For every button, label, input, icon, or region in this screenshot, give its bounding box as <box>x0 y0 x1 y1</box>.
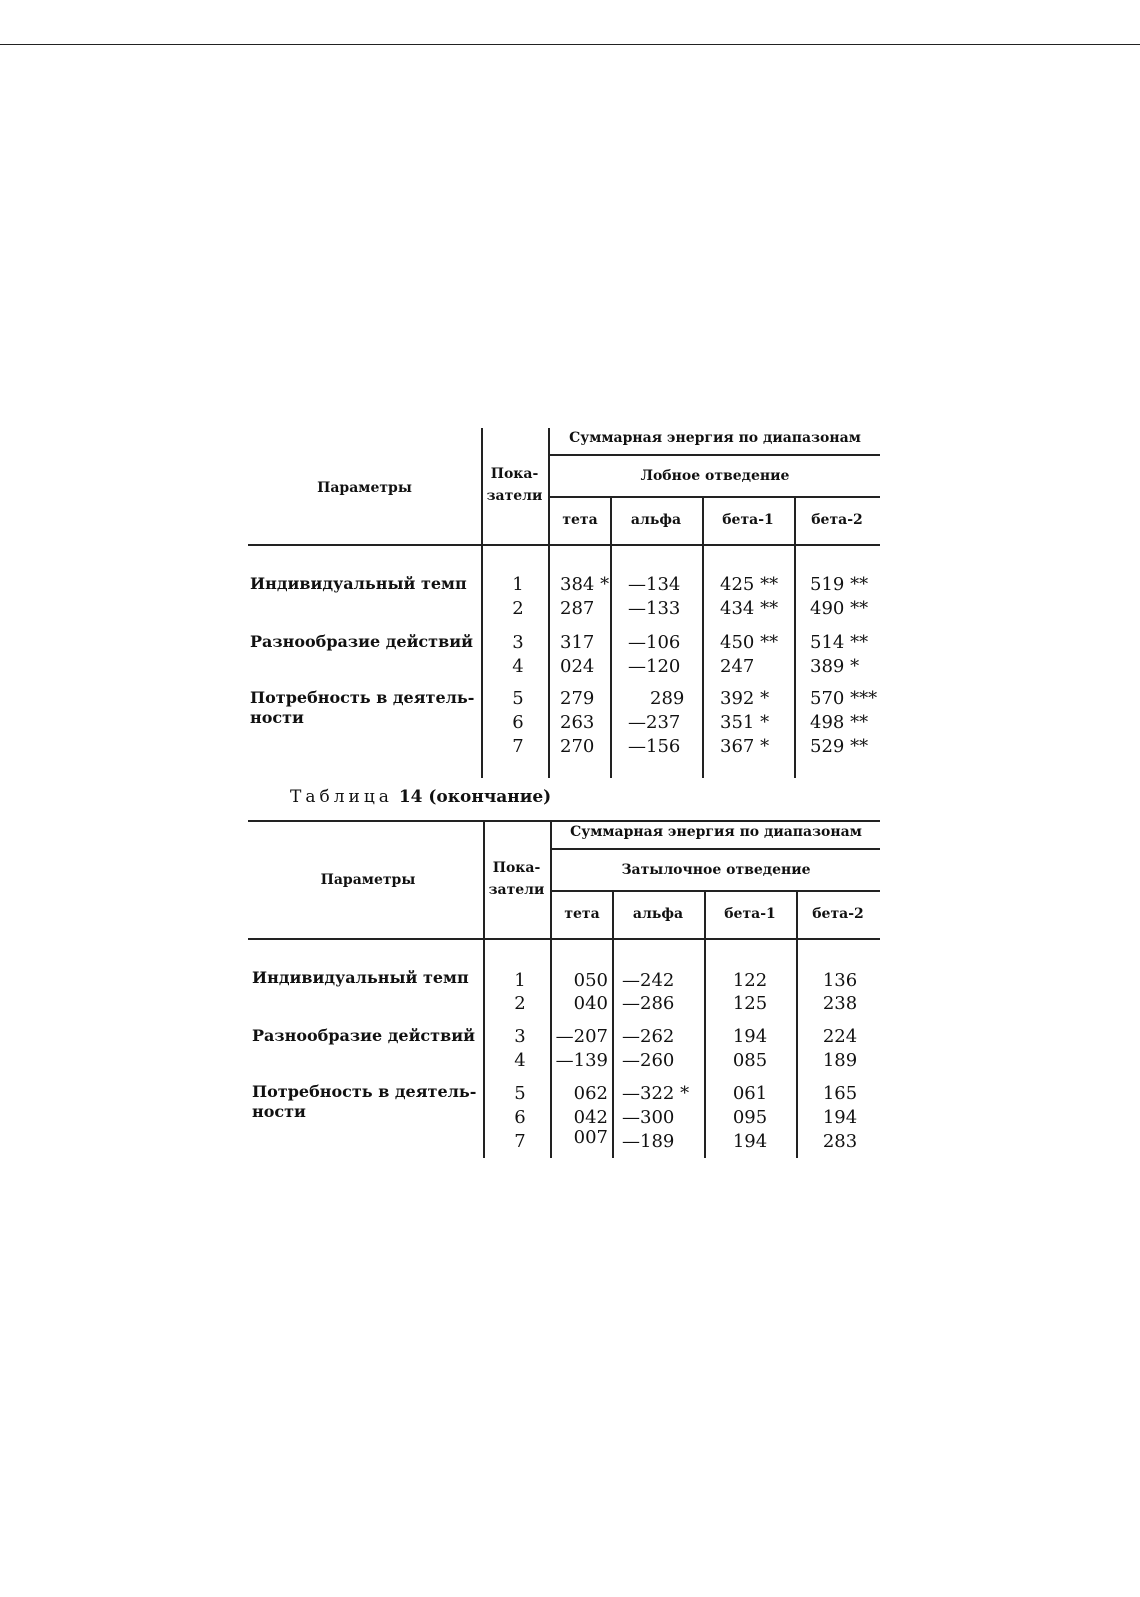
vline-theta <box>612 892 614 1158</box>
value-alpha: —120 <box>628 656 681 677</box>
value-theta: 062 <box>573 1083 608 1104</box>
value-beta2: 514 ** <box>810 632 869 653</box>
value-beta2: 238 <box>822 993 858 1014</box>
header-rule-group <box>552 848 880 850</box>
header-band-beta2: бета-2 <box>812 906 864 922</box>
param-diversity: Разнообразие действий <box>250 632 473 651</box>
table-frontal <box>248 428 880 778</box>
indicator-number: 2 <box>514 993 526 1014</box>
param-need-2: ности <box>252 1102 306 1121</box>
value-alpha: —242 <box>622 970 675 991</box>
header-group: Суммарная энергия по диапазонам <box>569 430 861 446</box>
header-indicators-1: Пока- <box>490 466 539 482</box>
header-band-theta: тета <box>564 906 600 922</box>
indicator-number: 6 <box>514 1107 526 1128</box>
indicator-number: 5 <box>512 688 524 709</box>
value-beta1: 194 <box>732 1131 768 1152</box>
table-occipital <box>248 820 880 1158</box>
value-beta1: 061 <box>732 1083 768 1104</box>
value-theta: —139 <box>555 1050 608 1071</box>
value-theta: —207 <box>555 1026 608 1047</box>
value-beta1: 367 * <box>720 736 770 757</box>
header-subgroup: Затылочное отведение <box>621 862 811 878</box>
header-rule-subgroup <box>550 496 880 498</box>
value-alpha: —237 <box>628 712 681 733</box>
value-beta2: 519 ** <box>810 574 869 595</box>
value-beta2: 189 <box>822 1050 858 1071</box>
value-alpha: —262 <box>622 1026 675 1047</box>
indicator-number: 4 <box>512 656 524 677</box>
vline-theta <box>610 498 612 778</box>
value-theta: 270 <box>560 736 595 757</box>
value-beta2: 165 <box>822 1083 858 1104</box>
header-band-beta1: бета-1 <box>724 906 776 922</box>
value-alpha: —286 <box>622 993 675 1014</box>
indicator-number: 2 <box>512 598 524 619</box>
indicator-number: 5 <box>514 1083 526 1104</box>
header-indicators-2: затели <box>488 882 545 898</box>
value-theta: 042 <box>573 1107 608 1128</box>
value-theta: 050 <box>573 970 608 991</box>
value-beta1: 194 <box>732 1026 768 1047</box>
value-theta: 263 <box>560 712 595 733</box>
header-rule-subgroup <box>552 890 880 892</box>
value-beta1: 450 ** <box>720 632 779 653</box>
page-top-rule <box>0 44 1140 45</box>
header-indicators-1: Пока- <box>492 860 541 876</box>
value-beta2: 194 <box>822 1107 858 1128</box>
header-bottom-rule <box>248 938 880 940</box>
value-beta1: 125 <box>732 993 768 1014</box>
value-alpha: —322 * <box>622 1083 690 1104</box>
value-theta: 287 <box>560 598 595 619</box>
indicator-number: 7 <box>512 736 524 757</box>
header-band-beta2: бета-2 <box>811 512 863 528</box>
indicator-number: 3 <box>514 1026 526 1047</box>
value-alpha: —189 <box>622 1131 675 1152</box>
header-group: Суммарная энергия по диапазонам <box>570 824 862 840</box>
header-band-theta: тета <box>562 512 598 528</box>
header-band-alpha: альфа <box>630 512 682 528</box>
header-band-alpha: альфа <box>632 906 684 922</box>
param-need-1: Потребность в деятель- <box>252 1082 477 1101</box>
indicator-number: 7 <box>514 1131 526 1152</box>
caption-number: 14 <box>398 787 423 807</box>
value-alpha: 289 <box>650 688 685 709</box>
value-beta2: 389 * <box>810 656 860 677</box>
indicator-number: 1 <box>514 970 526 991</box>
value-beta1: 392 * <box>720 688 770 709</box>
value-beta1: 122 <box>732 970 768 991</box>
value-beta2: 283 <box>822 1131 858 1152</box>
value-alpha: —106 <box>628 632 681 653</box>
header-indicators-2: затели <box>486 488 543 504</box>
caption-note: (окончание) <box>428 787 552 807</box>
indicator-number: 3 <box>512 632 524 653</box>
value-beta1: 085 <box>732 1050 768 1071</box>
value-theta: 317 <box>560 632 595 653</box>
vline-beta1 <box>794 498 796 778</box>
value-theta: 279 <box>560 688 595 709</box>
caption-word: Таблица <box>290 787 393 807</box>
value-beta1: 095 <box>732 1107 768 1128</box>
param-tempo: Индивидуальный темп <box>252 968 469 987</box>
value-beta1: 425 ** <box>720 574 779 595</box>
indicator-number: 1 <box>512 574 524 595</box>
table-caption <box>290 787 551 807</box>
value-alpha: —300 <box>622 1107 675 1128</box>
value-beta2: 136 <box>822 970 858 991</box>
value-alpha: —156 <box>628 736 681 757</box>
param-need-2: ности <box>250 708 304 727</box>
header-parameters: Параметры <box>317 480 412 496</box>
header-top-rule <box>248 820 880 822</box>
value-alpha: —133 <box>628 598 681 619</box>
value-beta2: 224 <box>822 1026 858 1047</box>
value-beta1: 434 ** <box>720 598 779 619</box>
header-subgroup: Лобное отведение <box>640 468 790 484</box>
vline-alpha <box>702 498 704 778</box>
param-tempo: Индивидуальный темп <box>250 574 467 593</box>
value-theta: 384 * <box>560 574 610 595</box>
value-alpha: —260 <box>622 1050 675 1071</box>
value-beta1: 247 <box>720 656 755 677</box>
header-parameters: Параметры <box>320 872 416 888</box>
value-beta2: 529 ** <box>810 736 869 757</box>
value-beta2: 570 *** <box>810 688 878 709</box>
value-alpha: —134 <box>628 574 681 595</box>
value-theta: 024 <box>560 656 595 677</box>
indicator-number: 6 <box>512 712 524 733</box>
value-beta1: 351 * <box>720 712 770 733</box>
value-beta2: 490 ** <box>810 598 869 619</box>
indicator-number: 4 <box>514 1050 526 1071</box>
header-band-beta1: бета-1 <box>722 512 774 528</box>
param-need-1: Потребность в деятель- <box>250 688 475 707</box>
value-beta2: 498 ** <box>810 712 869 733</box>
value-theta: 040 <box>573 993 608 1014</box>
param-diversity: Разнообразие действий <box>252 1026 475 1045</box>
value-theta: 007 <box>573 1127 608 1148</box>
header-bottom-rule <box>248 544 880 546</box>
header-rule-group <box>550 454 880 456</box>
